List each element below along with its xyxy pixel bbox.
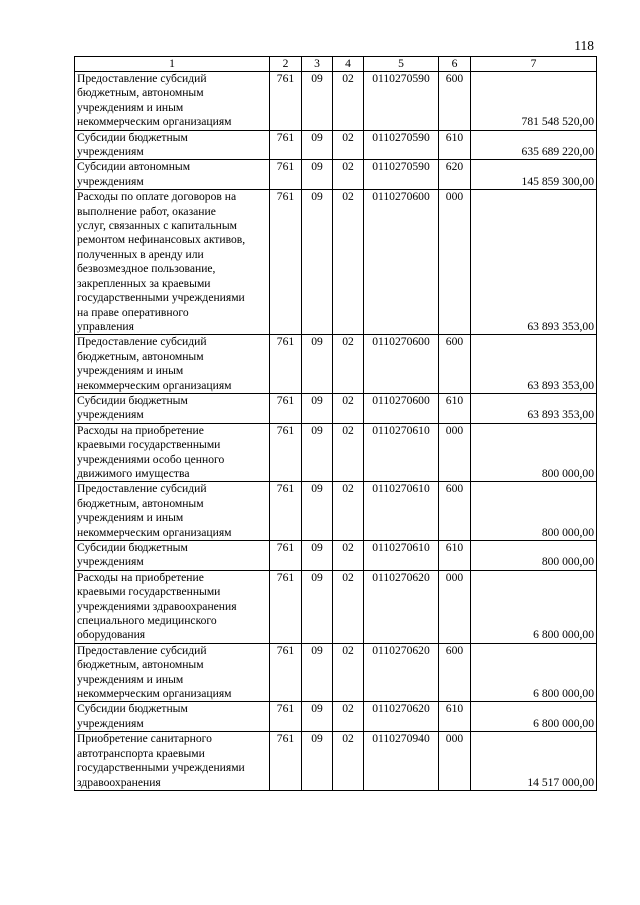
expense-type-cell: 610 xyxy=(439,130,471,160)
table-row xyxy=(75,702,597,732)
expense-name-line: Предоставление субсидий xyxy=(77,643,207,657)
header-cell: 3 xyxy=(302,57,333,72)
target-article-cell: 0110270590 xyxy=(364,72,439,131)
amount-cell: 14 517 000,00 xyxy=(471,732,597,791)
expense-name-line: полученных в аренду или xyxy=(77,247,204,261)
admin-code-cell: 761 xyxy=(270,130,302,160)
section-code-cell: 09 xyxy=(302,541,333,571)
expense-name-line: Субсидии бюджетным xyxy=(77,393,188,407)
expense-name-cell xyxy=(75,702,270,732)
admin-code-cell: 761 xyxy=(270,702,302,732)
expense-name-cell xyxy=(75,160,270,190)
expense-name-cell xyxy=(75,72,270,131)
expense-name-line: бюджетным, автономным xyxy=(77,86,204,100)
subsection-code-cell: 02 xyxy=(333,482,364,541)
table-row xyxy=(75,643,597,702)
amount-cell: 6 800 000,00 xyxy=(471,702,597,732)
amount-cell: 6 800 000,00 xyxy=(471,643,597,702)
expense-name-line: движимого имущества xyxy=(77,466,190,480)
expense-type-cell: 600 xyxy=(439,482,471,541)
expense-name-line: бюджетным, автономным xyxy=(77,658,204,672)
section-code-cell: 09 xyxy=(302,643,333,702)
header-cell: 5 xyxy=(364,57,439,72)
table-body xyxy=(75,72,597,791)
header-cell: 7 xyxy=(471,57,597,72)
target-article-cell: 0110270620 xyxy=(364,570,439,643)
table-row xyxy=(75,160,597,190)
expense-name-line: некоммерческим организациям xyxy=(77,115,232,129)
expense-name-line: учреждениям xyxy=(77,408,144,422)
expense-name-line: Приобретение санитарного xyxy=(77,732,212,746)
section-code-cell: 09 xyxy=(302,702,333,732)
admin-code-cell: 761 xyxy=(270,160,302,190)
amount-cell: 781 548 520,00 xyxy=(471,72,597,131)
section-code-cell: 09 xyxy=(302,732,333,791)
amount-cell: 63 893 353,00 xyxy=(471,393,597,423)
expense-name-line: бюджетным, автономным xyxy=(77,496,204,510)
amount-cell: 800 000,00 xyxy=(471,482,597,541)
section-code-cell: 09 xyxy=(302,190,333,335)
expense-type-cell: 000 xyxy=(439,570,471,643)
expense-name-line: Предоставление субсидий xyxy=(77,482,207,496)
expense-name-line: учреждениям и иным xyxy=(77,672,184,686)
target-article-cell: 0110270620 xyxy=(364,643,439,702)
admin-code-cell: 761 xyxy=(270,423,302,482)
expense-name-line: учреждениями особо ценного xyxy=(77,452,225,466)
expense-name-line: государственными учреждениями xyxy=(77,291,245,305)
target-article-cell: 0110270590 xyxy=(364,130,439,160)
amount-cell: 63 893 353,00 xyxy=(471,190,597,335)
expense-name-cell xyxy=(75,732,270,791)
expense-name-line: учреждениям и иным xyxy=(77,511,184,525)
table-row xyxy=(75,732,597,791)
amount-cell: 145 859 300,00 xyxy=(471,160,597,190)
subsection-code-cell: 02 xyxy=(333,335,364,394)
expense-type-cell: 000 xyxy=(439,423,471,482)
target-article-cell: 0110270600 xyxy=(364,190,439,335)
table-row xyxy=(75,393,597,423)
section-code-cell: 09 xyxy=(302,160,333,190)
table-row xyxy=(75,541,597,571)
subsection-code-cell: 02 xyxy=(333,72,364,131)
expense-name-cell xyxy=(75,335,270,394)
table-row xyxy=(75,130,597,160)
table-row xyxy=(75,335,597,394)
header-cell: 1 xyxy=(75,57,270,72)
expense-name-cell xyxy=(75,541,270,571)
target-article-cell: 0110270600 xyxy=(364,335,439,394)
expense-name-line: на праве оперативного xyxy=(77,305,189,319)
expense-name-line: Расходы по оплате договоров на xyxy=(77,190,237,204)
subsection-code-cell: 02 xyxy=(333,732,364,791)
table-row xyxy=(75,423,597,482)
admin-code-cell: 761 xyxy=(270,190,302,335)
section-code-cell: 09 xyxy=(302,570,333,643)
expense-name-line: Субсидии бюджетным xyxy=(77,541,188,554)
expense-name-line: управления xyxy=(77,319,134,333)
expense-name-line: Субсидии бюджетным xyxy=(77,702,188,716)
expense-name-line: Предоставление субсидий xyxy=(77,335,207,349)
subsection-code-cell: 02 xyxy=(333,160,364,190)
admin-code-cell: 761 xyxy=(270,335,302,394)
expense-name-cell xyxy=(75,423,270,482)
admin-code-cell: 761 xyxy=(270,541,302,571)
section-code-cell: 09 xyxy=(302,482,333,541)
subsection-code-cell: 02 xyxy=(333,190,364,335)
expense-name-line: закрепленных за краевыми xyxy=(77,276,211,290)
target-article-cell: 0110270610 xyxy=(364,482,439,541)
target-article-cell: 0110270590 xyxy=(364,160,439,190)
expense-type-cell: 610 xyxy=(439,702,471,732)
expense-name-line: ремонтом нефинансовых активов, xyxy=(77,233,246,247)
expense-name-cell xyxy=(75,643,270,702)
amount-cell: 6 800 000,00 xyxy=(471,570,597,643)
expense-name-line: некоммерческим организациям xyxy=(77,525,232,539)
expense-name-line: государственными учреждениями xyxy=(77,761,245,775)
subsection-code-cell: 02 xyxy=(333,393,364,423)
subsection-code-cell: 02 xyxy=(333,702,364,732)
section-code-cell: 09 xyxy=(302,423,333,482)
expense-name-line: учреждениями здравоохранения xyxy=(77,599,237,613)
expense-type-cell: 620 xyxy=(439,160,471,190)
header-cell: 6 xyxy=(439,57,471,72)
expense-name-line: учреждениям xyxy=(77,174,144,188)
admin-code-cell: 761 xyxy=(270,570,302,643)
expense-name-line: специального медицинского xyxy=(77,614,217,628)
expense-name-line: здравоохранения xyxy=(77,775,161,789)
expense-type-cell: 000 xyxy=(439,190,471,335)
table-row xyxy=(75,190,597,335)
table-row xyxy=(75,482,597,541)
expense-type-cell: 600 xyxy=(439,643,471,702)
section-code-cell: 09 xyxy=(302,393,333,423)
expense-name-line: выполнение работ, оказание xyxy=(77,204,216,218)
expense-name-cell xyxy=(75,570,270,643)
table-row xyxy=(75,72,597,131)
expense-type-cell: 600 xyxy=(439,72,471,131)
target-article-cell: 0110270940 xyxy=(364,732,439,791)
expense-name-line: Субсидии бюджетным xyxy=(77,130,188,144)
expense-type-cell: 000 xyxy=(439,732,471,791)
section-code-cell: 09 xyxy=(302,130,333,160)
target-article-cell: 0110270620 xyxy=(364,702,439,732)
amount-cell: 63 893 353,00 xyxy=(471,335,597,394)
expense-name-cell xyxy=(75,190,270,335)
admin-code-cell: 761 xyxy=(270,393,302,423)
header-cell: 2 xyxy=(270,57,302,72)
expense-name-line: услуг, связанных с капитальным xyxy=(77,219,237,233)
expense-name-line: оборудования xyxy=(77,628,146,642)
header-row xyxy=(75,57,597,72)
admin-code-cell: 761 xyxy=(270,732,302,791)
amount-cell: 800 000,00 xyxy=(471,541,597,571)
expense-name-line: некоммерческим организациям xyxy=(77,378,232,392)
subsection-code-cell: 02 xyxy=(333,130,364,160)
expense-name-line: Субсидии автономным xyxy=(77,160,191,174)
section-code-cell: 09 xyxy=(302,72,333,131)
table-row xyxy=(75,570,597,643)
expense-type-cell: 610 xyxy=(439,541,471,571)
expense-name-line: учреждениям xyxy=(77,555,144,569)
amount-cell: 800 000,00 xyxy=(471,423,597,482)
expense-name-line: безвозмездное пользование, xyxy=(77,262,216,276)
expense-name-line: Расходы на приобретение xyxy=(77,423,204,437)
expense-name-line: некоммерческим организациям xyxy=(77,687,232,701)
subsection-code-cell: 02 xyxy=(333,541,364,571)
expense-name-cell xyxy=(75,393,270,423)
expense-name-line: автотранспорта краевыми xyxy=(77,746,205,760)
expense-name-line: Расходы на приобретение xyxy=(77,570,204,584)
amount-cell: 635 689 220,00 xyxy=(471,130,597,160)
expense-name-line: краевыми государственными xyxy=(77,585,221,599)
subsection-code-cell: 02 xyxy=(333,423,364,482)
expense-name-cell xyxy=(75,482,270,541)
admin-code-cell: 761 xyxy=(270,72,302,131)
budget-table xyxy=(74,56,597,791)
admin-code-cell: 761 xyxy=(270,482,302,541)
target-article-cell: 0110270600 xyxy=(364,393,439,423)
expense-name-line: бюджетным, автономным xyxy=(77,349,204,363)
subsection-code-cell: 02 xyxy=(333,570,364,643)
expense-type-cell: 600 xyxy=(439,335,471,394)
expense-name-line: учреждениям xyxy=(77,716,144,730)
target-article-cell: 0110270610 xyxy=(364,541,439,571)
admin-code-cell: 761 xyxy=(270,643,302,702)
expense-name-line: учреждениям и иным xyxy=(77,364,184,378)
subsection-code-cell: 02 xyxy=(333,643,364,702)
expense-name-line: краевыми государственными xyxy=(77,438,221,452)
expense-name-line: учреждениям и иным xyxy=(77,100,184,114)
expense-name-cell xyxy=(75,130,270,160)
page-number: 118 xyxy=(574,38,594,53)
expense-type-cell: 610 xyxy=(439,393,471,423)
expense-name-line: Предоставление субсидий xyxy=(77,72,207,85)
section-code-cell: 09 xyxy=(302,335,333,394)
target-article-cell: 0110270610 xyxy=(364,423,439,482)
header-cell: 4 xyxy=(333,57,364,72)
expense-name-line: учреждениям xyxy=(77,145,144,159)
